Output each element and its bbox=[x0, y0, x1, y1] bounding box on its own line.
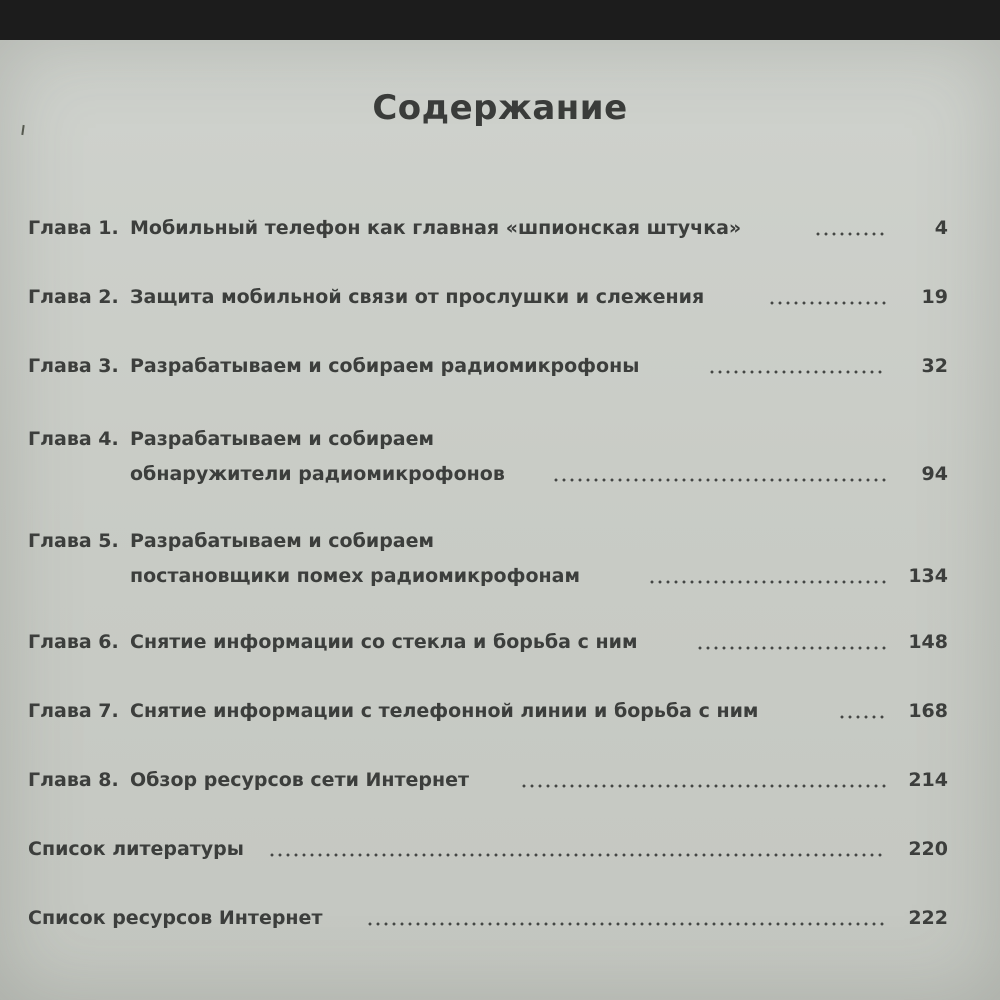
dot-leader bbox=[268, 853, 886, 857]
chapter-label: Глава 5. bbox=[28, 530, 119, 552]
dot-leader bbox=[648, 580, 886, 584]
page-number: 222 bbox=[908, 907, 948, 929]
chapter-label: Глава 2. bbox=[28, 286, 119, 308]
page-number: 220 bbox=[908, 838, 948, 860]
dot-leader bbox=[708, 370, 886, 374]
page-number: 214 bbox=[908, 769, 948, 791]
page-number: 168 bbox=[908, 700, 948, 722]
page-number: 94 bbox=[921, 463, 948, 485]
dot-leader bbox=[814, 232, 886, 236]
chapter-title: Обзор ресурсов сети Интернет bbox=[130, 769, 470, 791]
section-title: Список ресурсов Интернет bbox=[28, 907, 323, 929]
dot-leader bbox=[838, 715, 886, 719]
chapter-label: Глава 1. bbox=[28, 217, 119, 239]
chapter-label: Глава 8. bbox=[28, 769, 119, 791]
dot-leader bbox=[520, 784, 886, 788]
page-number: 4 bbox=[934, 217, 948, 239]
chapter-title: Разрабатываем и собираем bbox=[130, 428, 435, 450]
chapter-title-continued: постановщики помех радиомикрофонам bbox=[130, 565, 580, 587]
dot-leader bbox=[366, 922, 886, 926]
dot-leader bbox=[552, 478, 886, 482]
chapter-title: Снятие информации со стекла и борьба с ним bbox=[130, 631, 638, 653]
chapter-label: Глава 6. bbox=[28, 631, 119, 653]
page-number: 134 bbox=[908, 565, 948, 587]
section-title: Список литературы bbox=[28, 838, 244, 860]
book-page bbox=[0, 40, 1000, 1000]
chapter-title: Разрабатываем и собираем радиомикрофоны bbox=[130, 355, 640, 377]
page-number: 19 bbox=[921, 286, 948, 308]
chapter-title: Разрабатываем и собираем bbox=[130, 530, 435, 552]
chapter-title: Защита мобильной связи от прослушки и слежения bbox=[130, 286, 705, 308]
chapter-title-continued: обнаружители радиомикрофонов bbox=[130, 463, 505, 485]
dot-leader bbox=[696, 646, 886, 650]
page-number: 148 bbox=[908, 631, 948, 653]
chapter-label: Глава 7. bbox=[28, 700, 119, 722]
dot-leader bbox=[768, 301, 886, 305]
chapter-title: Мобильный телефон как главная «шпионская штучка» bbox=[130, 217, 742, 239]
page-title: Содержание bbox=[372, 88, 628, 128]
chapter-title: Снятие информации с телефонной линии и борьба с ним bbox=[130, 700, 759, 722]
page-number: 32 bbox=[921, 355, 948, 377]
chapter-label: Глава 4. bbox=[28, 428, 119, 450]
chapter-label: Глава 3. bbox=[28, 355, 119, 377]
